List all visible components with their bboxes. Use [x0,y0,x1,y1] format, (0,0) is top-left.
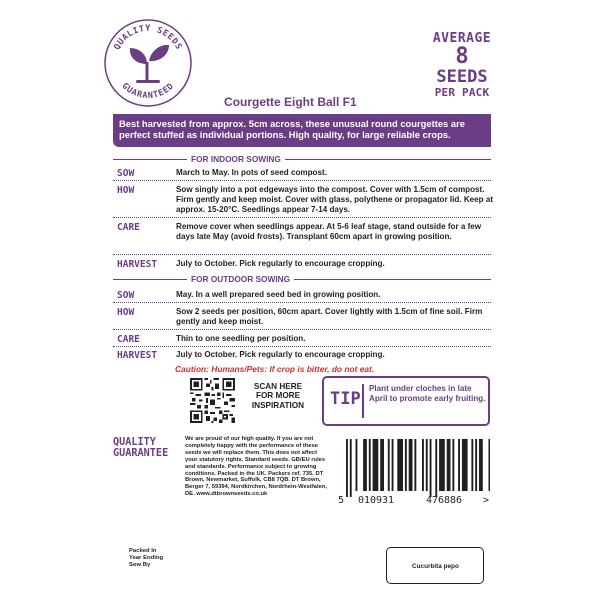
tip-box [322,376,490,426]
svg-text:476886: 476886 [425,495,463,505]
species-name: Cucurbita pepo [412,563,459,570]
row-key: SOW [117,168,135,179]
quality-seeds-logo [103,18,193,108]
barcode-bar [452,439,454,491]
barcode-bar [373,439,379,491]
quality-line-1: QUALITY [113,437,156,448]
indoor-heading: FOR INDOOR SOWING [187,154,285,164]
row-key: SOW [117,290,135,301]
tip-text: Plant under cloches in late April to promote early fruiting. [369,384,486,403]
row-value: July to October. Pick regularly to encourage cropping. [176,350,385,359]
fine-print: We are proud of our high quality. If you are not completely happy with the performance of these seeds we will replace them. This does not affect your statutory rights. Standard seeds. GB/EU rules and standards. Performance subject to growing conditions. Packed in the UK. Packers ref. 735. DT Brown, Newmarket, Suffolk, CB8 7QB. DT Brown, Berger 7, 59394, Nordkirchen, Nordrhein-Westfalen, DE. www.dtbrownseeds.co.uk [185,436,327,498]
packed-in-label: Packed In [129,548,157,554]
barcode-bar [458,439,460,491]
scan-line-2: FOR MORE [255,391,301,401]
svg-text:QUALITY SEEDS: QUALITY SEEDS [112,24,184,52]
barcode-bar [392,439,394,491]
row-key: HARVEST [117,350,158,361]
barcode-bar [479,439,483,491]
qr-code[interactable] [190,378,235,423]
seeds-label: SEEDS [436,67,488,87]
barcode-bar [363,439,367,491]
product-title: Courgette Eight Ball F1 [224,95,357,109]
barcode [338,439,490,505]
barcode-bar [388,439,390,491]
svg-text:GUARANTEED: GUARANTEED [119,81,177,102]
barcode-bar [447,439,451,491]
indoor-sowing-header [113,154,491,164]
seedling-icon [130,45,169,83]
barcode-bar [346,439,348,497]
row-key: HARVEST [117,259,158,270]
quality-line-2: GUARANTEE [113,448,169,459]
row-key: CARE [117,334,140,345]
per-pack-label: PER PACK [434,86,490,99]
barcode-bar [414,439,416,491]
scan-line-1: SCAN HERE [253,382,303,391]
outdoor-heading: FOR OUTDOOR SOWING [187,274,294,284]
barcode-bar [405,439,407,491]
svg-text:>: > [483,495,490,505]
scan-line-3: INSPIRATION [251,400,305,410]
average-seeds-badge [418,32,506,98]
barcode-bar [475,439,477,491]
packed-info [129,548,163,569]
barcode-bar [409,439,413,491]
tip-divider [362,384,364,418]
caution-warning: Caution: Humans/Pets: If crop is bitter, do not eat. [175,364,375,374]
row-value: July to October. Pick regularly to encourage cropping. [176,259,385,268]
barcode-bar [489,439,491,491]
barcode-bar [435,439,437,497]
barcode-bar [369,439,371,491]
row-value: Sow 2 seeds per position, 60cm apart. Cover lightly with 1.5cm of fine soil. Firm gently and keep moist. [176,307,483,326]
row-key: HOW [117,185,135,196]
divider [113,302,491,303]
barcode-bar [430,439,432,497]
seed-count: 8 [455,44,469,69]
barcode-bar [350,439,352,497]
tip-label: TIP [330,389,361,409]
row-value: Remove cover when seedlings appear. At 5-6 leaf stage, stand outside for a few days late May (avoid frosts). Transplant 60cm apart in growing position. [176,222,482,241]
barcode-bar [462,439,468,491]
svg-text:5: 5 [338,495,345,505]
sow-by-label: Sow By [129,562,151,568]
year-ending-label: Year Ending [129,555,164,561]
divider [113,346,491,347]
row-key: HOW [117,307,135,318]
barcode-bar [397,439,403,491]
row-value: Thin to one seedling per position. [176,334,306,343]
divider [113,217,491,218]
quality-guarantee [113,437,168,459]
row-value: Sow singly into a pot edgeways into the compost. Cover with 1.5cm of compost. Firm gently and keep moist. Cover with glass, polythene or propagator lid. Keep at approx. 15-20°C. Seedlings appear 7-14 days. [176,185,494,214]
scan-here-text [246,382,310,410]
divider [113,254,491,255]
row-key: CARE [117,222,140,233]
divider [113,180,491,181]
row-value: March to May. In pots of seed compost. [176,168,327,177]
divider [113,329,491,330]
barcode-bar [426,439,428,491]
barcode-bar [471,439,473,491]
barcode-bar [356,439,358,491]
species-box [386,547,484,584]
barcode-bar [439,439,445,491]
outdoor-sowing-header [113,274,491,284]
row-value: May. In a well prepared seed bed in growing position. [176,290,381,299]
barcode-bar [422,439,424,491]
svg-text:010931: 010931 [357,495,395,505]
barcode-bar [380,439,384,491]
average-label: AVERAGE [432,31,492,46]
description-banner: Best harvested from approx. 5cm across, these unusual round courgettes are perfect stuffed as individual portions. High quality, for large reliable crops. [113,114,491,147]
